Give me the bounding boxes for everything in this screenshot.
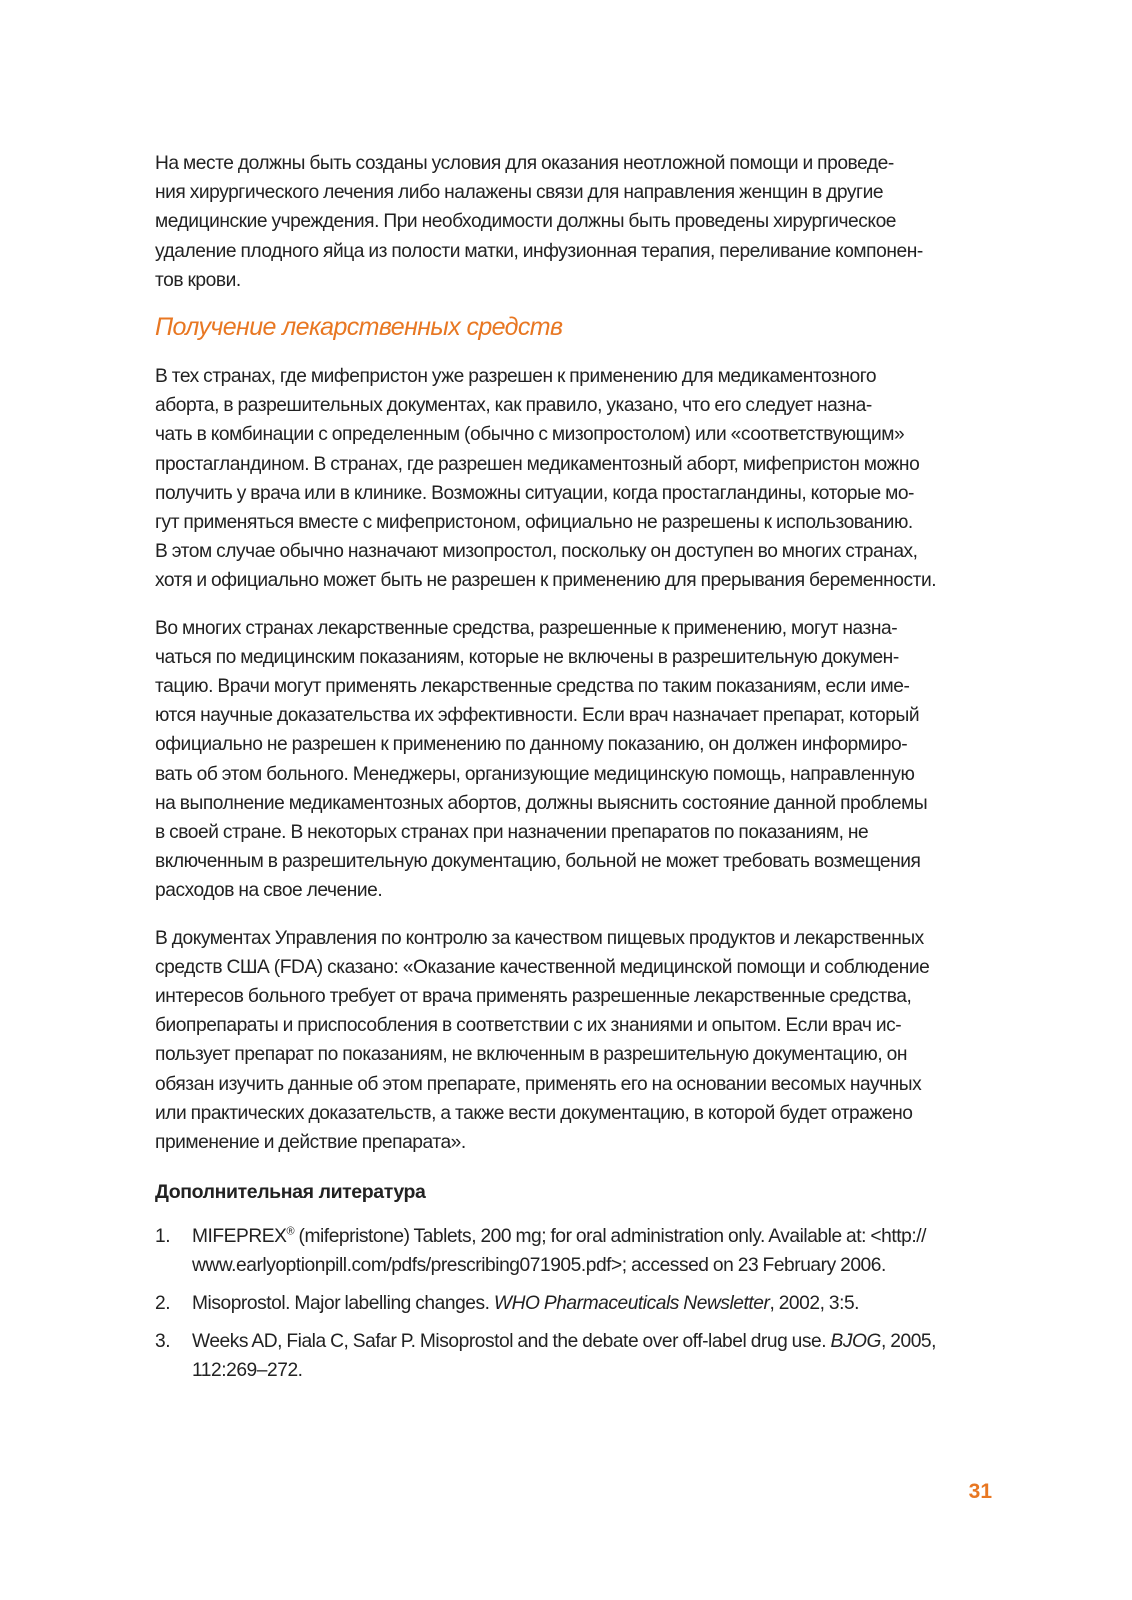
section-title: Получение лекарственных средств (155, 313, 563, 342)
paragraph-3: В документах Управления по контролю за качеством пищевых продуктов и лекарственных средств США (FDA) сказано: «Оказание качественной медицинской помощи и соблюдение интересов больного требует от врача применять разрешенные лекарственные средства, биопрепараты и приспособления в соответствии с их знаниями и опытом. Если врач ис- пользует препарат по показаниям, не включенным в разрешительную документацию, он обязан изучить данные об этом препарате, применять его на основании весомых научных или практических доказательств, а также вести документацию, в которой будет отражено применение и действие препарата». (155, 927, 930, 1154)
journal-name: WHO Pharmaceuticals Newsletter (493, 1293, 770, 1315)
paragraph-2: Во многих странах лекарственные средства, разрешенные к применению, могут назна- чаться по медицинским показаниям, которые не включены в разрешительную докумен- тацию. Врачи могут применять лекарственные средства по таким показаниям, если име- ются научные доказательства их эффективности. Если врач назначает препарат, который официально не разрешен к применению по данному показанию, он должен информиро- вать об этом больного. Менеджеры, организующие медицинскую помощь, направленную на выполнение медикаментозных абортов, должны выяснить состояние данной проблемы в своей стране. В некоторых странах при назначении препаратов по показаниям, не включенным в разрешительную документацию, больной не может требовать возмещения расходов на свое лечение. (155, 617, 928, 902)
registered-mark: ® (286, 1225, 295, 1238)
journal-name: BJOG (830, 1331, 881, 1353)
reference-item: 3. Weeks AD, Fiala C, Safar P. Misoprostol and the debate over off-label drug use. BJOG, 2005, 112:269–272. (155, 1327, 1015, 1385)
page-number: 31 (968, 1480, 992, 1503)
reference-url: www.earlyoptionpill.com/pdfs/prescribing071905.pdf>; accessed on 23 February 2006. (192, 1255, 886, 1277)
page-content (155, 149, 1015, 1394)
reference-brand: MIFEPREX (192, 1226, 287, 1248)
further-reading-title: Дополнительная литература (155, 1181, 426, 1204)
intro-paragraph: На месте должны быть созданы условия для оказания неотложной помощи и проведе- ния хирургического лечения либо налажены связи для направления женщин в другие медицинские учреждения. При необходимости должны быть проведены хирургическое удаление плодного яйца из полости матки, инфузионная терапия, переливание компонен- тов крови. (155, 153, 923, 291)
reference-item: 2. Misoprostol. Major labelling changes. WHO Pharmaceuticals Newsletter, 2002, 3:5. (155, 1289, 1015, 1318)
paragraph-1: В тех странах, где мифепристон уже разрешен к применению для медикаментозного аборта, в разрешительных документах, как правило, указано, что его следует назна- чать в комбинации с определенным (обычно с мизопростолом) или «соответствующим» простагландином. В странах, где разрешен медикаментозный аборт, мифепристон можно получить у врача или в клинике. Возможны ситуации, когда простагландины, которые мо- гут применяться вместе с мифепристоном, официально не разрешены к использованию. В этом случае обычно назначают мизопростол, поскольку он доступен во многих странах, хотя и официально может быть не разрешен к применению для прерывания беременности. (155, 366, 937, 592)
reference-number: 1. (155, 1226, 171, 1248)
reference-item: 1. MIFEPREX® (mifepristone) Tablets, 200 mg; for oral administration only. Available at: <http:// www.earlyoptionpill.com/pdfs/prescribing071905.pdf>; accessed on 23 February 2006. (155, 1222, 1015, 1280)
reference-list (155, 1222, 1015, 1385)
reference-number: 2. (155, 1293, 171, 1315)
reference-number: 3. (155, 1331, 171, 1353)
